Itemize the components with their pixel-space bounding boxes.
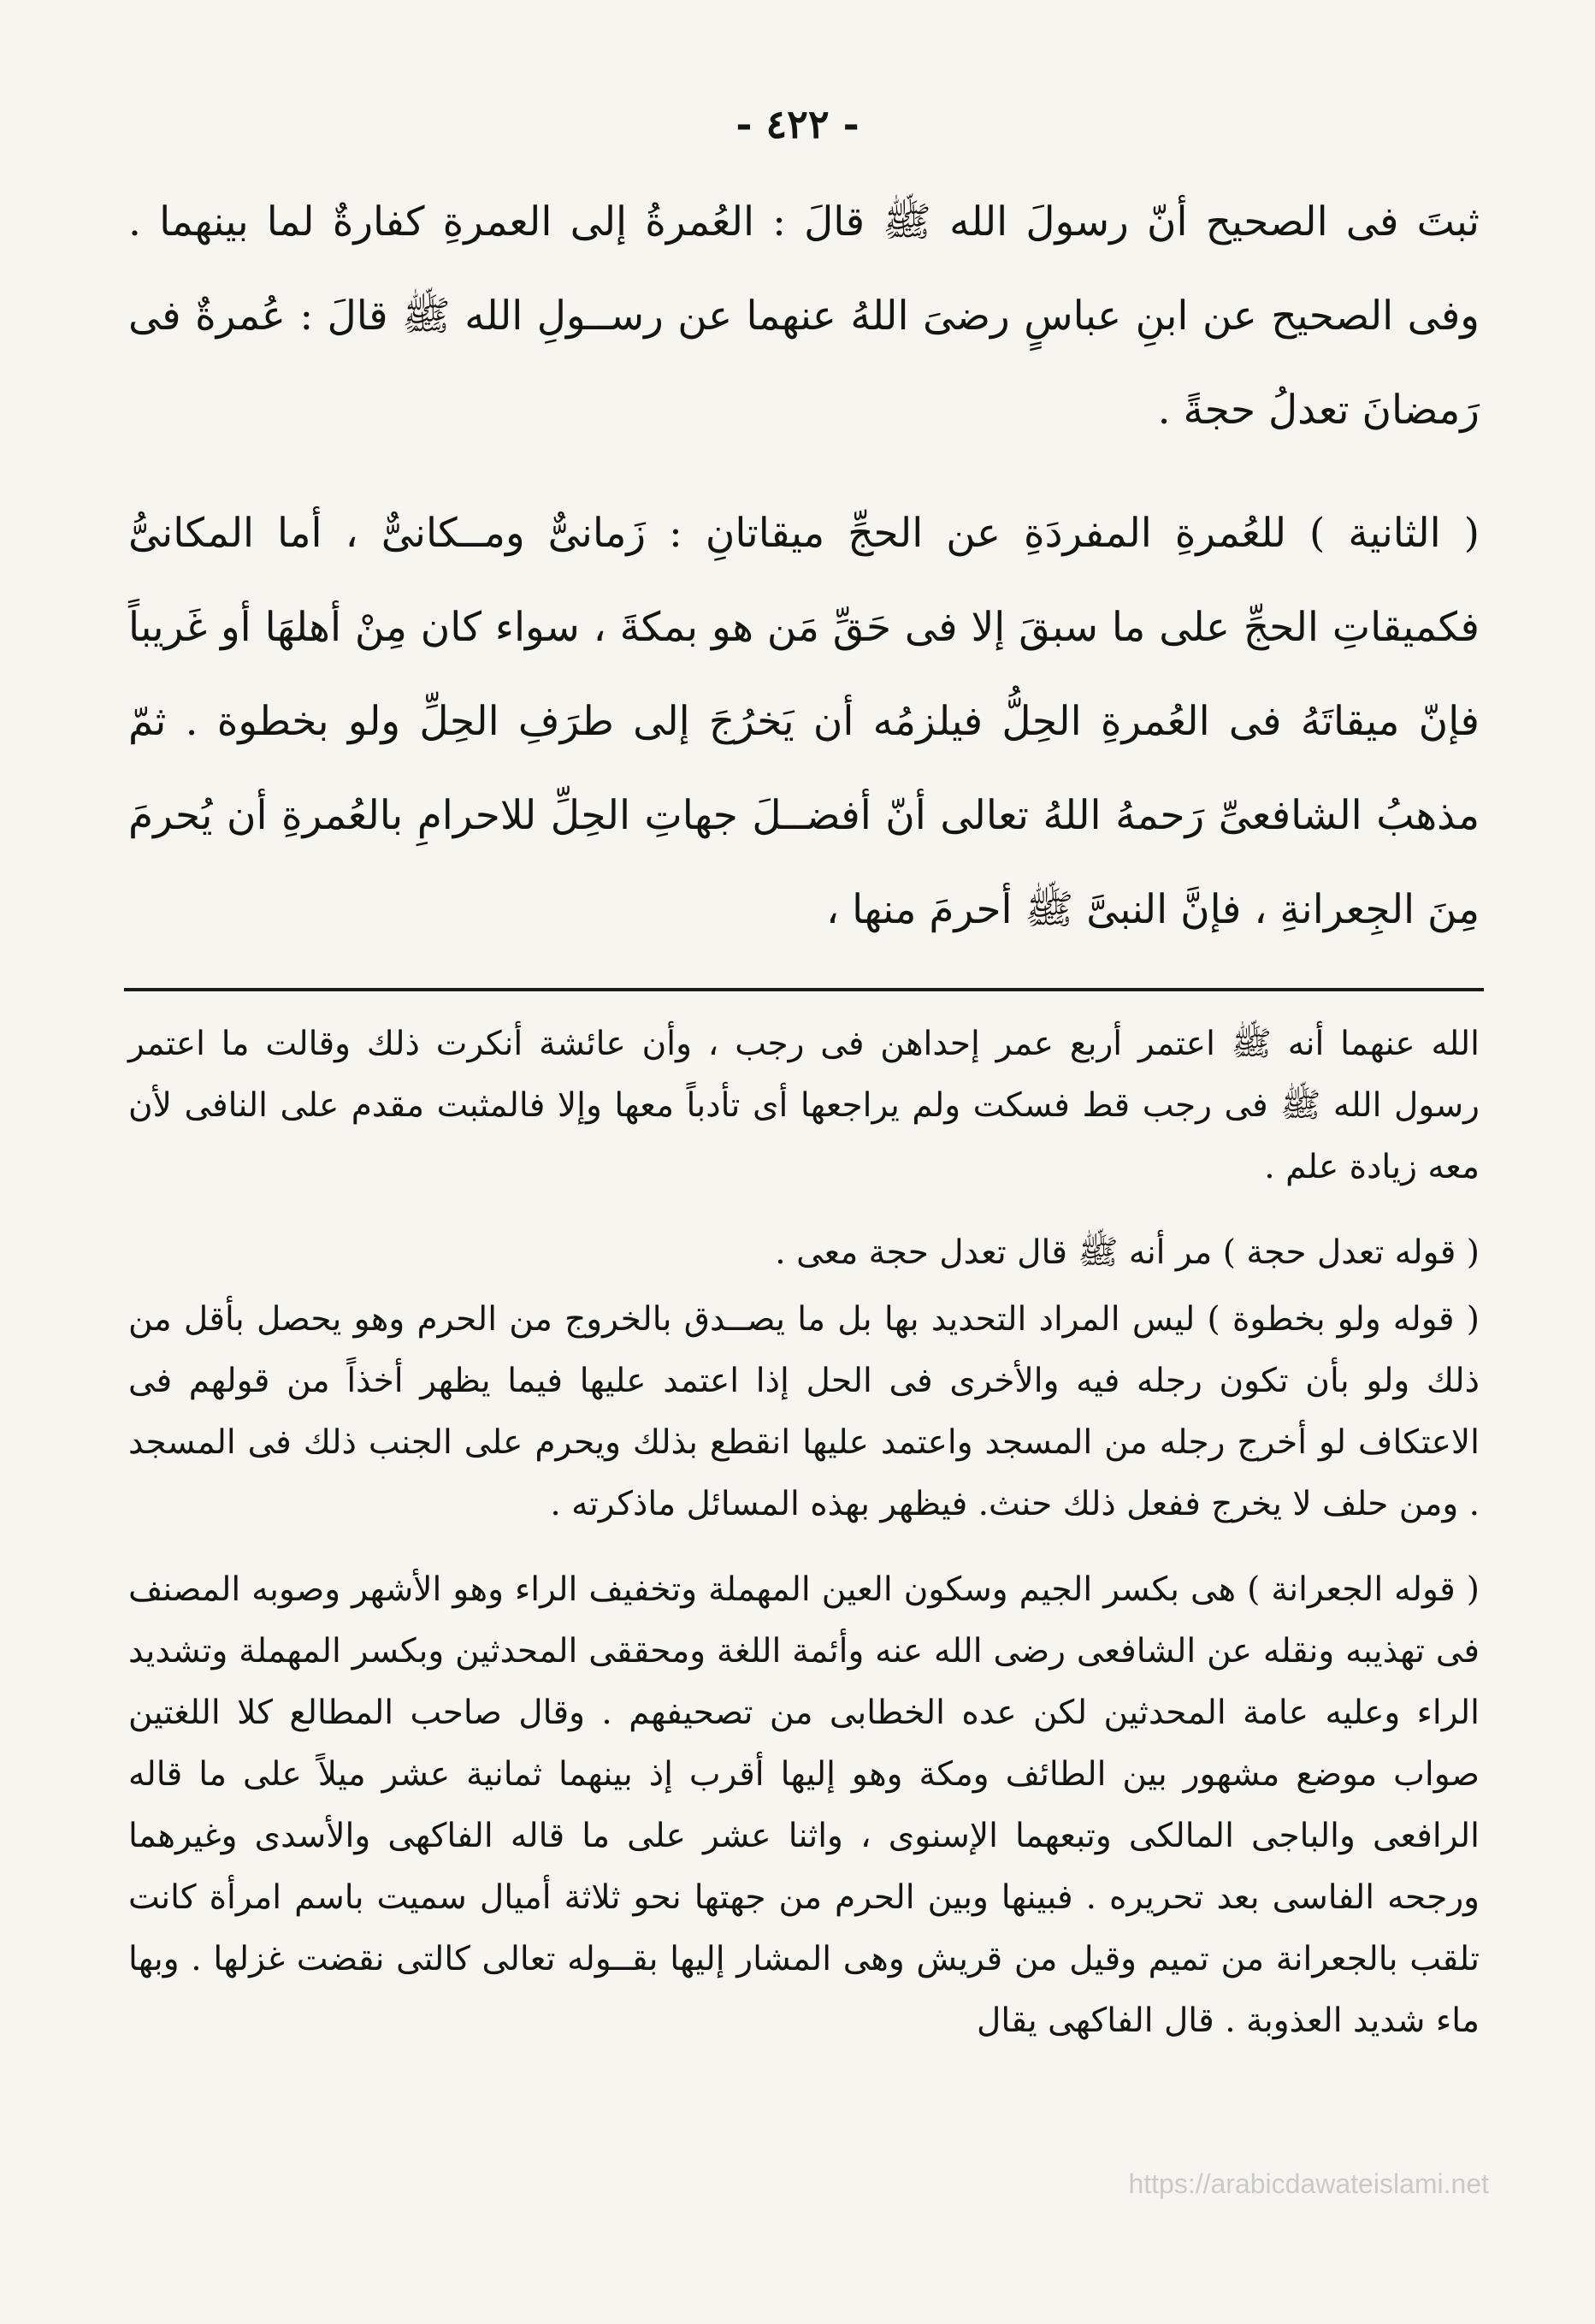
page-number: - ٤٢٢ - [735,101,860,147]
main-paragraph-1: ثبتَ فى الصحيح أنّ رسولَ الله ﷺ قالَ : العُمرةُ إلى العمرةِ كفارةٌ لما بينهما . وفى الصحيح عن ابنِ عباسٍ رضىَ اللهُ عنهما عن رســولِ الله ﷺ قالَ : عُمرةٌ فى رَمضانَ تعدلُ حجةً . [128,198,1480,434]
main-paragraph-2: ( الثانية ) للعُمرةِ المفردَةِ عن الحجِّ ميقاتانِ : زَمانىٌّ ومــكانىٌّ ، أما المكانىُّ فكميقاتِ الحجِّ على ما سبقَ إلا فى حَقِّ مَن هو بمكةَ ، سواء كان مِنْ أهلهَا أو غَريباً فإنّ ميقاتَهُ فى العُمرةِ الحِلُّ فيلزمُه أن يَخرُجَ إلى طرَفِ الحِلِّ ولو بخطوة . ثمّ مذهبُ الشافعىِّ رَحمهُ اللهُ تعالى أنّ أفضــلَ جهاتِ الحِلِّ للاحرامِ بالعُمرةِ أن يُحرمَ مِنَ الجِعرانةِ ، فإنَّ النبىَّ ﷺ أحرمَ منها ، [128,510,1480,933]
footnote-4: ( قوله الجعرانة ) هى بكسر الجيم وسكون العين المهملة وتخفيف الراء وهو الأشهر وصوبه المصنف فى تهذيبه ونقله عن الشافعى رضى الله عنه وأئمة اللغة ومحققى المحدثين وبكسر المهملة وتشديد الراء وعليه عامة المحدثين لكن عده الخطابى من تصحيفهم . وقال صاحب المطالع كلا اللغتين صواب موضع مشهور بين الطائف ومكة وهو إليها أقرب إذ بينهما ثمانية عشر ميلاً على ما قاله الرافعى والباجى المالكى وتبعهما الإسنوى ، واثنا عشر على ما قاله الفاكهى والأسدى وغيرهما ورجحه الفاسى بعد تحريره . فبينها وبين الحرم من جهتها نحو ثلاثة أميال سميت باسم امرأة كانت تلقب بالجعرانة من تميم وقيل من قريش وهى المشار إليها بقــوله تعالى كالتى نقضت غزلها . وبها ماء شديد العذوبة . قال الفاكهى يقال [128,1570,1480,2040]
main-text [128,175,1480,957]
footnote-1: الله عنهما أنه ﷺ اعتمر أربع عمر إحداهن فى رجب ، وأن عائشة أنكرت ذلك وقالت ما اعتمر رسول الله ﷺ فى رجب قط فسكت ولم يراجعها أى تأدباً معها وإلا فالمثبت مقدم على النافى لأن معه زيادة علم . [128,1025,1480,1186]
footnote-3: ( قوله ولو بخطوة ) ليس المراد التحديد بها بل ما يصــدق بالخروج من الحرم وهو يحصل بأقل من ذلك ولو بأن تكون رجله فيه والأخرى فى الحل إذا اعتمد عليها فيما يظهر أخذاً من قولهم فى الاعتكاف لو أخرج رجله من المسجد واعتمد عليها انقطع بذلك ويحرم على الجنب ذلك فى المسجد . ومن حلف لا يخرج ففعل ذلك حنث. فيظهر بهذه المسائل ماذكرته . [128,1300,1480,1523]
footnotes [128,1014,1480,2052]
watermark: https://arabicdawateislami.net [1128,2168,1489,2199]
footnote-divider [124,988,1484,991]
footnote-2: ( قوله تعدل حجة ) مر أنه ﷺ قال تعدل حجة معى . [775,1233,1480,1272]
